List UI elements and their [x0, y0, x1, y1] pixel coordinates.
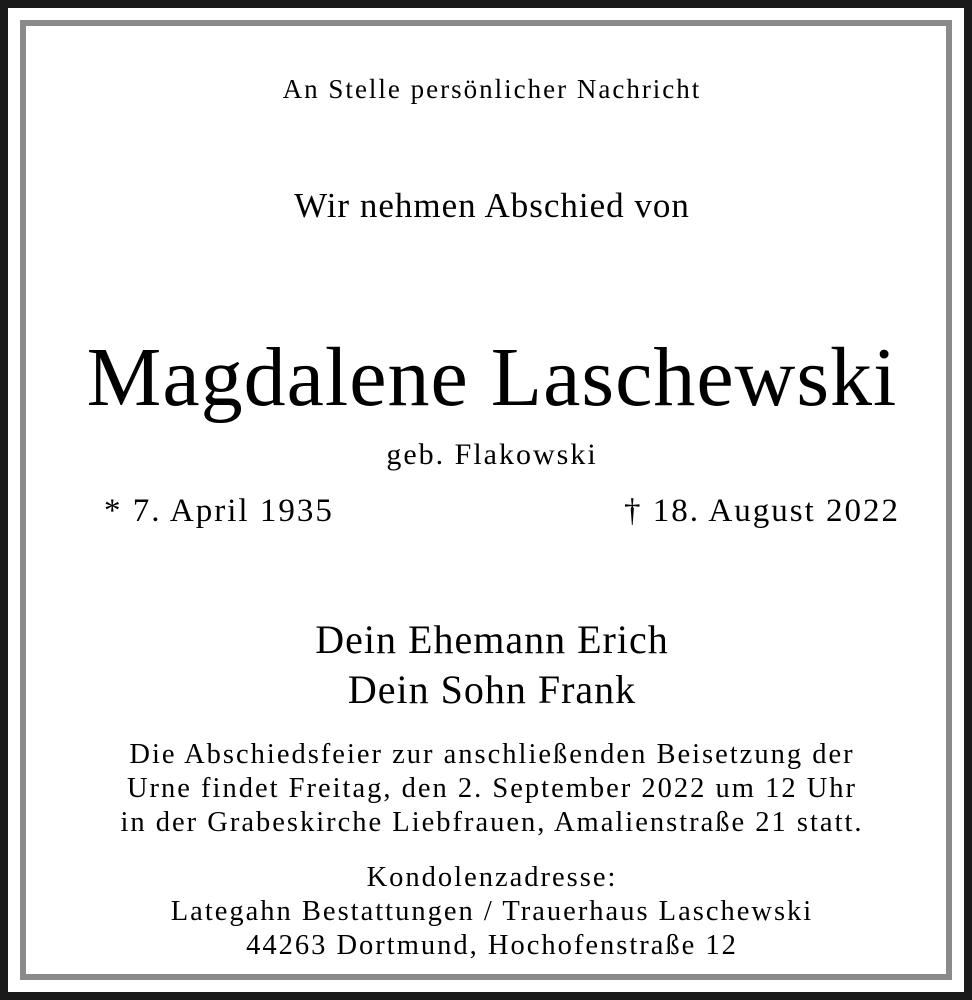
notice-header: An Stelle persönlicher Nachricht — [282, 74, 702, 104]
deceased-name: Magdalene Laschewski — [86, 331, 898, 424]
death-date: † 18. August 2022 — [623, 493, 900, 529]
notice-frame — [20, 20, 952, 980]
ceremony-text-line: in der Grabeskirche Liebfrauen, Amalienstraße 21 statt. — [120, 807, 864, 838]
condolence-address-line: 44263 Dortmund, Hochofenstraße 12 — [246, 930, 738, 961]
birth-date: * 7. April 1935 — [104, 493, 334, 529]
ceremony-text-line: Urne findet Freitag, den 2. September 2022 um 12 Uhr — [126, 773, 858, 804]
life-dates — [26, 493, 958, 537]
intro-line: Wir nehmen Abschied von — [294, 186, 690, 225]
condolence-address-label: Kondolenzadresse: — [366, 862, 618, 893]
mourner-line: Dein Ehemann Erich — [315, 617, 669, 662]
condolence-address-line: Lategahn Bestattungen / Trauerhaus Laschewski — [170, 896, 814, 927]
ceremony-text-line: Die Abschiedsfeier zur anschließenden Beisetzung der — [129, 739, 855, 770]
mourner-line: Dein Sohn Frank — [347, 667, 637, 712]
maiden-name: geb. Flakowski — [386, 438, 598, 471]
